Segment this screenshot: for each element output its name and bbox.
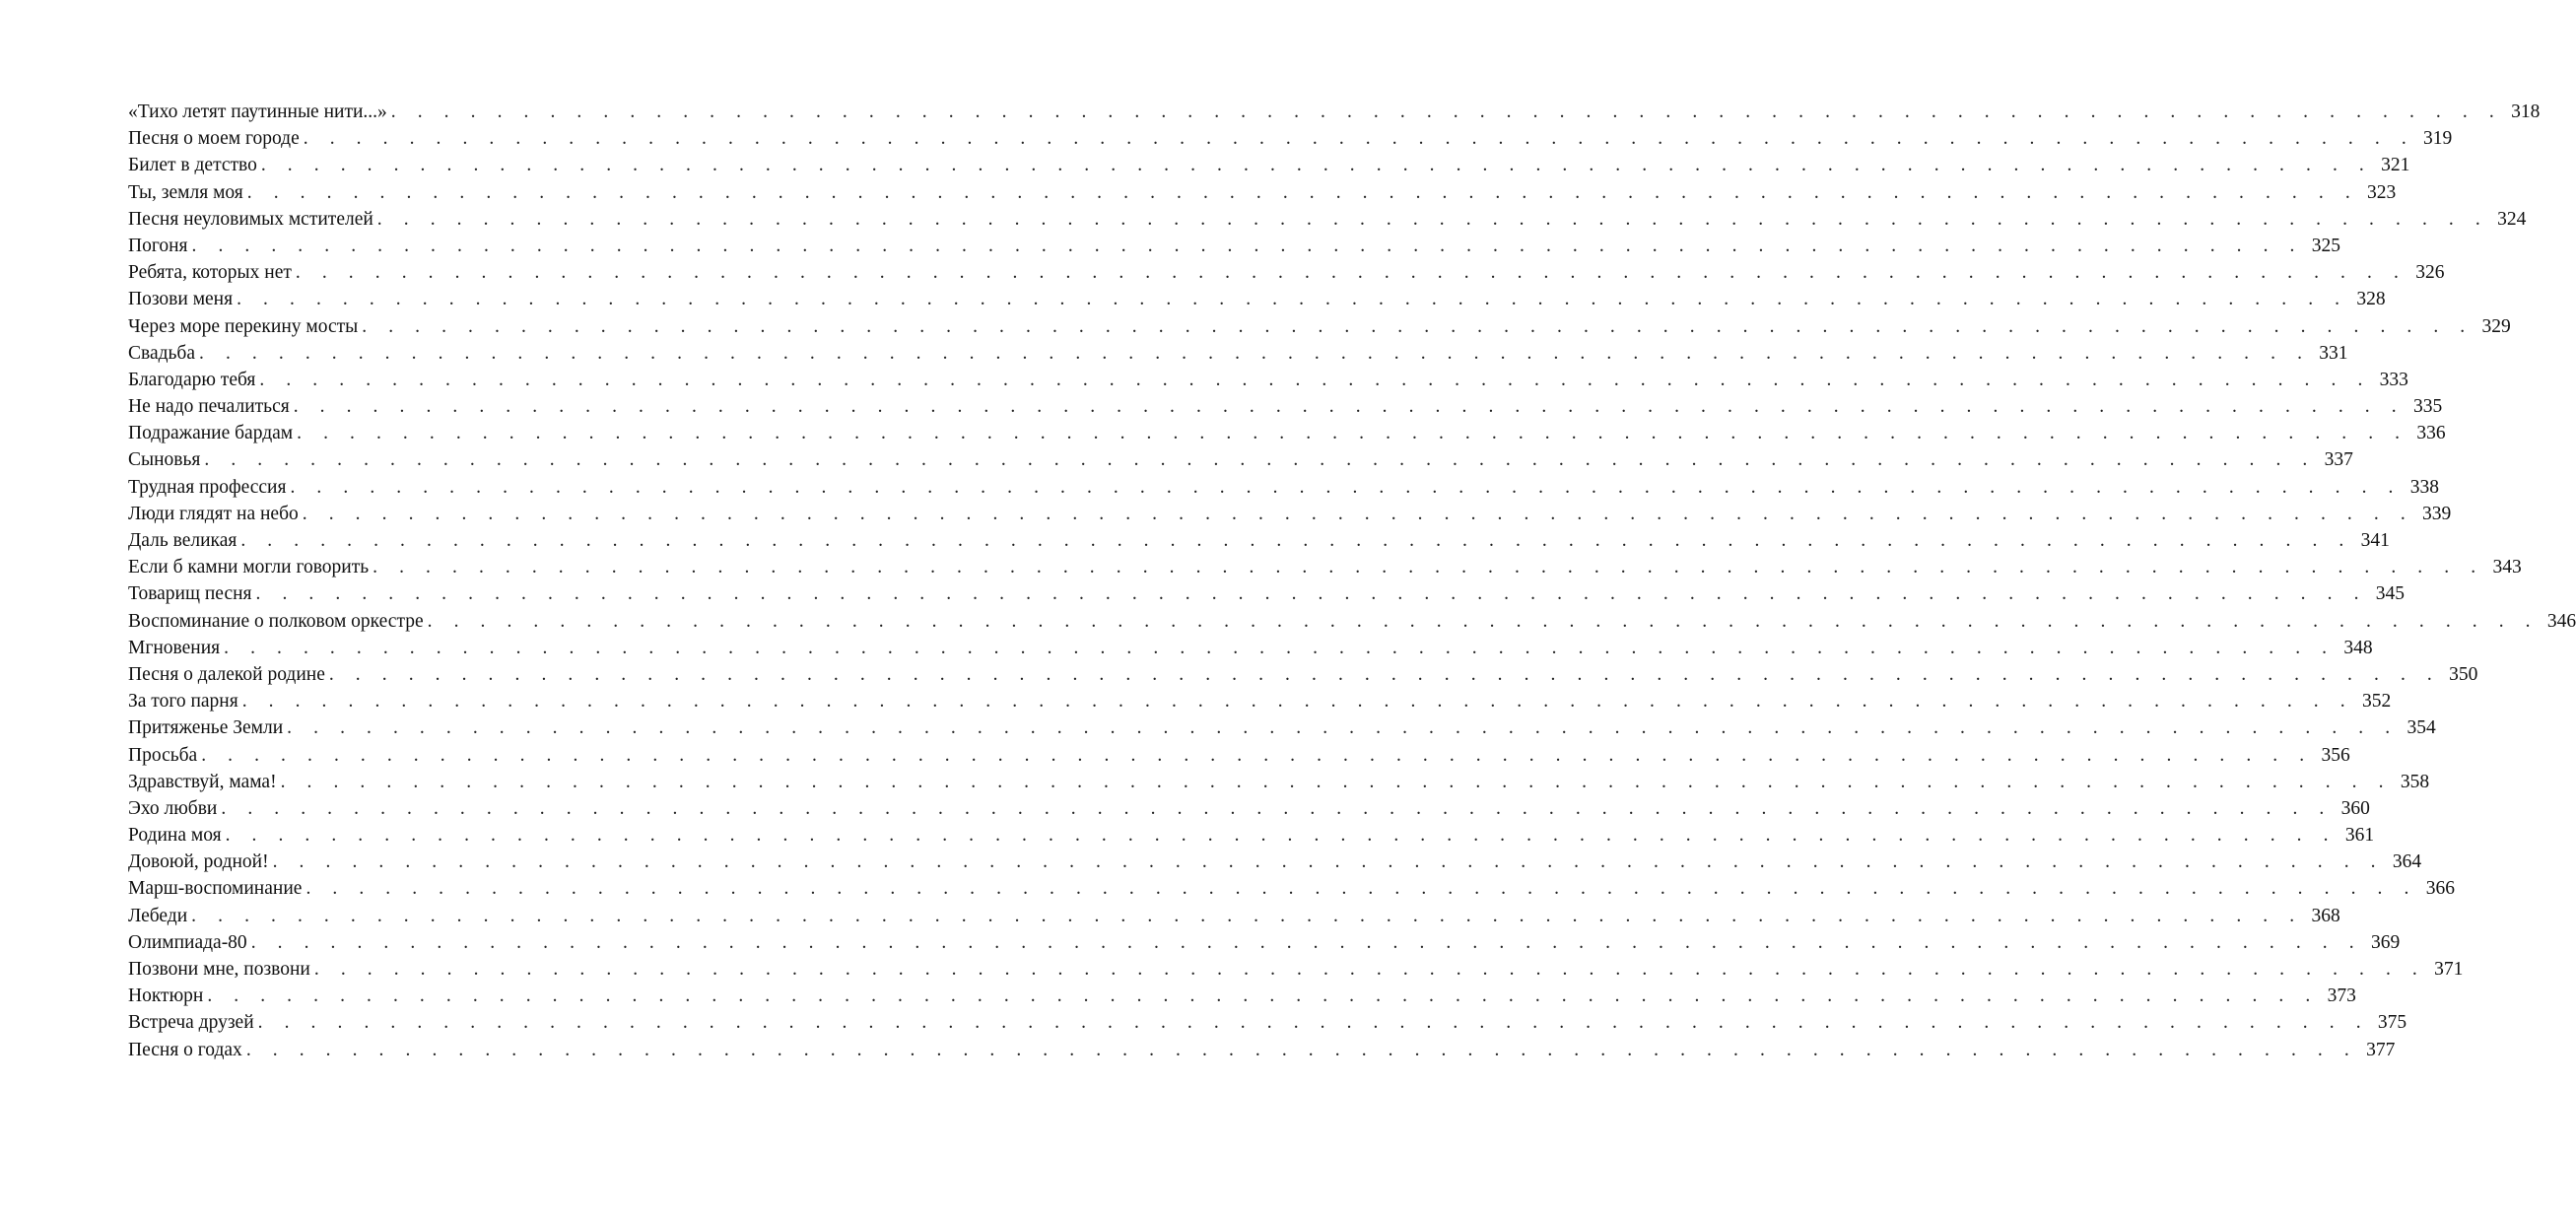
dot-leader: . . . . . . . . . . . . . . . . . . . . . . . . . . . . . . . . . . . . . . . . . . . . . . . . . . . . . . . . . . . . . . . . . . . . . . . . . . . . . . . .: [295, 262, 2407, 284]
toc-entry-title: Воспоминание о полковом оркестре: [128, 610, 424, 632]
toc-entry-page-number: 358: [2400, 771, 2430, 792]
toc-entry-title: Сыновья: [128, 449, 201, 471]
dot-leader: . . . . . . . . . . . . . . . . . . . . . . . . . . . . . . . . . . . . . . . . . . . . . . . . . . . . . . . . . . . . . . . . . . . . . . . . . . . . . . . .: [373, 557, 2484, 578]
toc-entry-title: «Тихо летят паутинные нити...»: [128, 102, 387, 122]
toc-entry: [128, 956, 2464, 983]
toc-entry-title: Просьба: [128, 744, 198, 766]
toc-entry-page-number: 377: [2366, 1039, 2396, 1060]
toc-entry: [128, 929, 2401, 956]
dot-leader: . . . . . . . . . . . . . . . . . . . . . . . . . . . . . . . . . . . . . . . . . . . . . . . . . . . . . . . . . . . . . . . . . . . . . . . . . . . . . . . .: [250, 931, 2363, 953]
toc-entry: [128, 688, 2392, 714]
toc-entry-title: Позови меня: [128, 289, 234, 310]
toc-entry-page-number: 336: [2416, 423, 2446, 444]
toc-entry: [128, 769, 2430, 795]
dot-leader: . . . . . . . . . . . . . . . . . . . . . . . . . . . . . . . . . . . . . . . . . . . . . . . . . . . . . . . . . . . . . . . . . . . . . . . . . . . . . . . .: [224, 637, 2336, 658]
dot-leader: . . . . . . . . . . . . . . . . . . . . . . . . . . . . . . . . . . . . . . . . . . . . . . . . . . . . . . . . . . . . . . . . . . . . . . . . . . . . . . . .: [260, 155, 2373, 176]
toc-entry-title: Встреча друзей: [128, 1012, 254, 1034]
dot-leader: . . . . . . . . . . . . . . . . . . . . . . . . . . . . . . . . . . . . . . . . . . . . . . . . . . . . . . . . . . . . . . . . . . . . . . . . . . . . . . . .: [287, 717, 2399, 739]
toc-entry-page-number: 364: [2392, 851, 2422, 873]
dot-leader: . . . . . . . . . . . . . . . . . . . . . . . . . . . . . . . . . . . . . . . . . . . . . . . . . . . . . . . . . . . . . . . . . . . . . . . . . . . . . . . .: [376, 208, 2489, 230]
toc-entry-page-number: 325: [2311, 235, 2341, 256]
toc-entry-page-number: 348: [2343, 637, 2373, 658]
toc-entry-page-number: 368: [2311, 905, 2340, 926]
toc-entry: [128, 983, 2356, 1009]
dot-leader: . . . . . . . . . . . . . . . . . . . . . . . . . . . . . . . . . . . . . . . . . . . . . . . . . . . . . . . . . . . . . . . . . . . . . . . . . . . . . . . .: [328, 663, 2441, 685]
toc-entry-page-number: 356: [2321, 744, 2350, 766]
toc-entry: [128, 875, 2455, 902]
toc-entry-title: Позвони мне, позвони: [128, 959, 310, 980]
toc-entry-title: Здравствуй, мама!: [128, 771, 277, 792]
toc-entry-title: За того парня: [128, 691, 238, 713]
toc-entry-page-number: 326: [2415, 262, 2445, 284]
dot-leader: . . . . . . . . . . . . . . . . . . . . . . . . . . . . . . . . . . . . . . . . . . . . . . . . . . . . . . . . . . . . . . . . . . . . . . . . . . . . . . . .: [390, 102, 2503, 122]
toc-entry-page-number: 341: [2360, 530, 2390, 551]
dot-leader: . . . . . . . . . . . . . . . . . . . . . . . . . . . . . . . . . . . . . . . . . . . . . . . . . . . . . . . . . . . . . . . . . . . . . . . . . . . . . . . .: [237, 289, 2348, 310]
toc-entry: [128, 580, 2406, 607]
toc-entry-title: Через море перекину мосты: [128, 315, 359, 337]
toc-entry: [128, 742, 2350, 769]
toc-entry: [128, 206, 2527, 233]
toc-entry-title: Если б камни могли говорить: [128, 557, 370, 578]
toc-entry-title: Мгновения: [128, 637, 221, 658]
toc-entry: [128, 714, 2436, 741]
dot-leader: . . . . . . . . . . . . . . . . . . . . . . . . . . . . . . . . . . . . . . . . . . . . . . . . . . . . . . . . . . . . . . . . . . . . . . . . . . . . . . . .: [240, 530, 2352, 551]
dot-leader: . . . . . . . . . . . . . . . . . . . . . . . . . . . . . . . . . . . . . . . . . . . . . . . . . . . . . . . . . . . . . . . . . . . . . . . . . . . . . . . .: [303, 128, 2415, 150]
toc-entry-page-number: 366: [2425, 878, 2455, 900]
toc-entry-page-number: 352: [2361, 691, 2392, 713]
toc-entry-title: Лебеди: [128, 905, 188, 926]
dot-leader: . . . . . . . . . . . . . . . . . . . . . . . . . . . . . . . . . . . . . . . . . . . . . . . . . . . . . . . . . . . . . . . . . . . . . . . . . . . . . . . .: [257, 1012, 2370, 1034]
toc-entry-title: Песня о годах: [128, 1039, 242, 1060]
toc-entry-title: Песня о моем городе: [128, 128, 300, 150]
dot-leader: . . . . . . . . . . . . . . . . . . . . . . . . . . . . . . . . . . . . . . . . . . . . . . . . . . . . . . . . . . . . . . . . . . . . . . . . . . . . . . . .: [290, 476, 2402, 498]
toc-entry-title: Ноктюрн: [128, 985, 204, 1007]
toc-entry-page-number: 346: [2546, 610, 2576, 632]
toc-entry-title: Погоня: [128, 235, 188, 256]
toc-entry-page-number: 350: [2449, 663, 2478, 685]
toc-entry-title: Не надо печалиться: [128, 396, 290, 418]
toc-entry: [128, 286, 2386, 312]
toc-entry: [128, 527, 2390, 554]
dot-leader: . . . . . . . . . . . . . . . . . . . . . . . . . . . . . . . . . . . . . . . . . . . . . . . . . . . . . . . . . . . . . . . . . . . . . . . . . . . . . . . .: [427, 610, 2540, 632]
toc-entry-page-number: 339: [2422, 503, 2452, 524]
toc-entry-page-number: 328: [2356, 289, 2386, 310]
toc-entry-page-number: 318: [2511, 102, 2541, 122]
toc-entry: [128, 179, 2397, 206]
toc-entry-title: Песня о далекой родине: [128, 663, 325, 685]
toc-entry-title: Товарищ песня: [128, 583, 252, 605]
dot-leader: . . . . . . . . . . . . . . . . . . . . . . . . . . . . . . . . . . . . . . . . . . . . . . . . . . . . . . . . . . . . . . . . . . . . . . . . . . . . . . . .: [272, 851, 2385, 873]
toc-entry-title: Притяженье Земли: [128, 717, 284, 739]
toc-entry-title: Билет в детство: [128, 155, 257, 176]
toc-entry: [128, 635, 2373, 661]
toc-entry: [128, 233, 2341, 259]
toc-entry-title: Эхо любви: [128, 797, 218, 819]
toc-entry-title: Песня неуловимых мстителей: [128, 208, 373, 230]
toc-entry-page-number: 361: [2344, 825, 2375, 847]
toc-entry-page-number: 331: [2319, 342, 2348, 364]
toc-entry-page-number: 335: [2412, 396, 2443, 418]
toc-entry-title: Свадьба: [128, 342, 196, 364]
toc-entry-title: Ты, земля моя: [128, 181, 243, 203]
toc-entry-page-number: 375: [2377, 1012, 2407, 1034]
toc-entry-page-number: 338: [2409, 476, 2439, 498]
dot-leader: . . . . . . . . . . . . . . . . . . . . . . . . . . . . . . . . . . . . . . . . . . . . . . . . . . . . . . . . . . . . . . . . . . . . . . . . . . . . . . . .: [297, 423, 2408, 444]
dot-leader: . . . . . . . . . . . . . . . . . . . . . . . . . . . . . . . . . . . . . . . . . . . . . . . . . . . . . . . . . . . . . . . . . . . . . . . . . . . . . . . .: [259, 369, 2371, 390]
toc-entry-page-number: 333: [2379, 369, 2408, 390]
toc-entry: [128, 822, 2375, 849]
dot-leader: . . . . . . . . . . . . . . . . . . . . . . . . . . . . . . . . . . . . . . . . . . . . . . . . . . . . . . . . . . . . . . . . . . . . . . . . . . . . . . . .: [191, 905, 2303, 926]
toc-entry: [128, 1009, 2407, 1036]
toc-entry-page-number: 324: [2497, 208, 2527, 230]
toc-entry: [128, 446, 2353, 473]
toc-entry-title: Люди глядят на небо: [128, 503, 299, 524]
toc-entry-page-number: 371: [2434, 959, 2464, 980]
dot-leader: . . . . . . . . . . . . . . . . . . . . . . . . . . . . . . . . . . . . . . . . . . . . . . . . . . . . . . . . . . . . . . . . . . . . . . . . . . . . . . . .: [255, 583, 2368, 605]
dot-leader: . . . . . . . . . . . . . . . . . . . . . . . . . . . . . . . . . . . . . . . . . . . . . . . . . . . . . . . . . . . . . . . . . . . . . . . . . . . . . . . .: [221, 797, 2333, 819]
toc-entry-page-number: 369: [2370, 931, 2401, 953]
toc-entry-page-number: 354: [2407, 717, 2436, 739]
toc-entry: [128, 554, 2522, 580]
dot-leader: . . . . . . . . . . . . . . . . . . . . . . . . . . . . . . . . . . . . . . . . . . . . . . . . . . . . . . . . . . . . . . . . . . . . . . . . . . . . . . . .: [225, 825, 2338, 847]
toc-entry-title: Трудная профессия: [128, 476, 287, 498]
toc-entry-page-number: 343: [2492, 557, 2522, 578]
toc-entry: [128, 393, 2443, 420]
toc-entry-page-number: 373: [2327, 985, 2356, 1007]
toc-entry: [128, 795, 2370, 822]
dot-leader: . . . . . . . . . . . . . . . . . . . . . . . . . . . . . . . . . . . . . . . . . . . . . . . . . . . . . . . . . . . . . . . . . . . . . . . . . . . . . . . .: [246, 181, 2359, 203]
toc-entry-page-number: 323: [2367, 181, 2397, 203]
dot-leader: . . . . . . . . . . . . . . . . . . . . . . . . . . . . . . . . . . . . . . . . . . . . . . . . . . . . . . . . . . . . . . . . . . . . . . . . . . . . . . . .: [245, 1039, 2358, 1060]
dot-leader: . . . . . . . . . . . . . . . . . . . . . . . . . . . . . . . . . . . . . . . . . . . . . . . . . . . . . . . . . . . . . . . . . . . . . . . . . . . . . . . .: [293, 396, 2406, 418]
toc-entry: [128, 420, 2446, 446]
toc-entry: [128, 501, 2452, 527]
toc-entry: [128, 340, 2348, 367]
toc-entry: [128, 474, 2439, 501]
table-of-contents: [128, 99, 2576, 1063]
toc-entry-title: Подражание бардам: [128, 423, 294, 444]
dot-leader: . . . . . . . . . . . . . . . . . . . . . . . . . . . . . . . . . . . . . . . . . . . . . . . . . . . . . . . . . . . . . . . . . . . . . . . . . . . . . . . .: [302, 503, 2414, 524]
toc-entry: [128, 152, 2410, 178]
toc-entry-page-number: 321: [2381, 155, 2410, 176]
toc-entry: [128, 259, 2445, 286]
toc-entry: [128, 903, 2340, 929]
toc-entry: [128, 849, 2422, 875]
toc-entry-page-number: 360: [2340, 797, 2370, 819]
toc-entry: [128, 661, 2478, 688]
toc-entry-page-number: 329: [2481, 315, 2511, 337]
toc-entry-title: Олимпиада-80: [128, 931, 247, 953]
toc-entry-title: Довоюй, родной!: [128, 851, 269, 873]
toc-entry: [128, 1037, 2396, 1063]
dot-leader: . . . . . . . . . . . . . . . . . . . . . . . . . . . . . . . . . . . . . . . . . . . . . . . . . . . . . . . . . . . . . . . . . . . . . . . . . . . . . . . .: [207, 985, 2319, 1007]
dot-leader: . . . . . . . . . . . . . . . . . . . . . . . . . . . . . . . . . . . . . . . . . . . . . . . . . . . . . . . . . . . . . . . . . . . . . . . . . . . . . . . .: [201, 744, 2313, 766]
toc-entry: [128, 99, 2541, 125]
toc-entry-title: Ребята, которых нет: [128, 262, 292, 284]
toc-entry-page-number: 345: [2375, 583, 2406, 605]
toc-entry-page-number: 337: [2324, 449, 2353, 471]
toc-entry-title: Благодарю тебя: [128, 369, 256, 390]
toc-entry-title: Марш-воспоминание: [128, 878, 303, 900]
toc-entry: [128, 313, 2511, 340]
toc-entry: [128, 367, 2408, 393]
toc-entry-page-number: 319: [2423, 128, 2453, 150]
dot-leader: . . . . . . . . . . . . . . . . . . . . . . . . . . . . . . . . . . . . . . . . . . . . . . . . . . . . . . . . . . . . . . . . . . . . . . . . . . . . . . . .: [305, 878, 2417, 900]
dot-leader: . . . . . . . . . . . . . . . . . . . . . . . . . . . . . . . . . . . . . . . . . . . . . . . . . . . . . . . . . . . . . . . . . . . . . . . . . . . . . . . .: [199, 342, 2311, 364]
toc-entry-title: Даль великая: [128, 530, 237, 551]
dot-leader: . . . . . . . . . . . . . . . . . . . . . . . . . . . . . . . . . . . . . . . . . . . . . . . . . . . . . . . . . . . . . . . . . . . . . . . . . . . . . . . .: [280, 771, 2393, 792]
dot-leader: . . . . . . . . . . . . . . . . . . . . . . . . . . . . . . . . . . . . . . . . . . . . . . . . . . . . . . . . . . . . . . . . . . . . . . . . . . . . . . . .: [313, 959, 2426, 980]
dot-leader: . . . . . . . . . . . . . . . . . . . . . . . . . . . . . . . . . . . . . . . . . . . . . . . . . . . . . . . . . . . . . . . . . . . . . . . . . . . . . . . .: [241, 691, 2354, 713]
dot-leader: . . . . . . . . . . . . . . . . . . . . . . . . . . . . . . . . . . . . . . . . . . . . . . . . . . . . . . . . . . . . . . . . . . . . . . . . . . . . . . . .: [204, 449, 2316, 471]
dot-leader: . . . . . . . . . . . . . . . . . . . . . . . . . . . . . . . . . . . . . . . . . . . . . . . . . . . . . . . . . . . . . . . . . . . . . . . . . . . . . . . .: [191, 235, 2304, 256]
dot-leader: . . . . . . . . . . . . . . . . . . . . . . . . . . . . . . . . . . . . . . . . . . . . . . . . . . . . . . . . . . . . . . . . . . . . . . . . . . . . . . . .: [362, 315, 2474, 337]
toc-entry: [128, 608, 2576, 635]
toc-entry: [128, 125, 2453, 152]
toc-entry-title: Родина моя: [128, 825, 222, 847]
